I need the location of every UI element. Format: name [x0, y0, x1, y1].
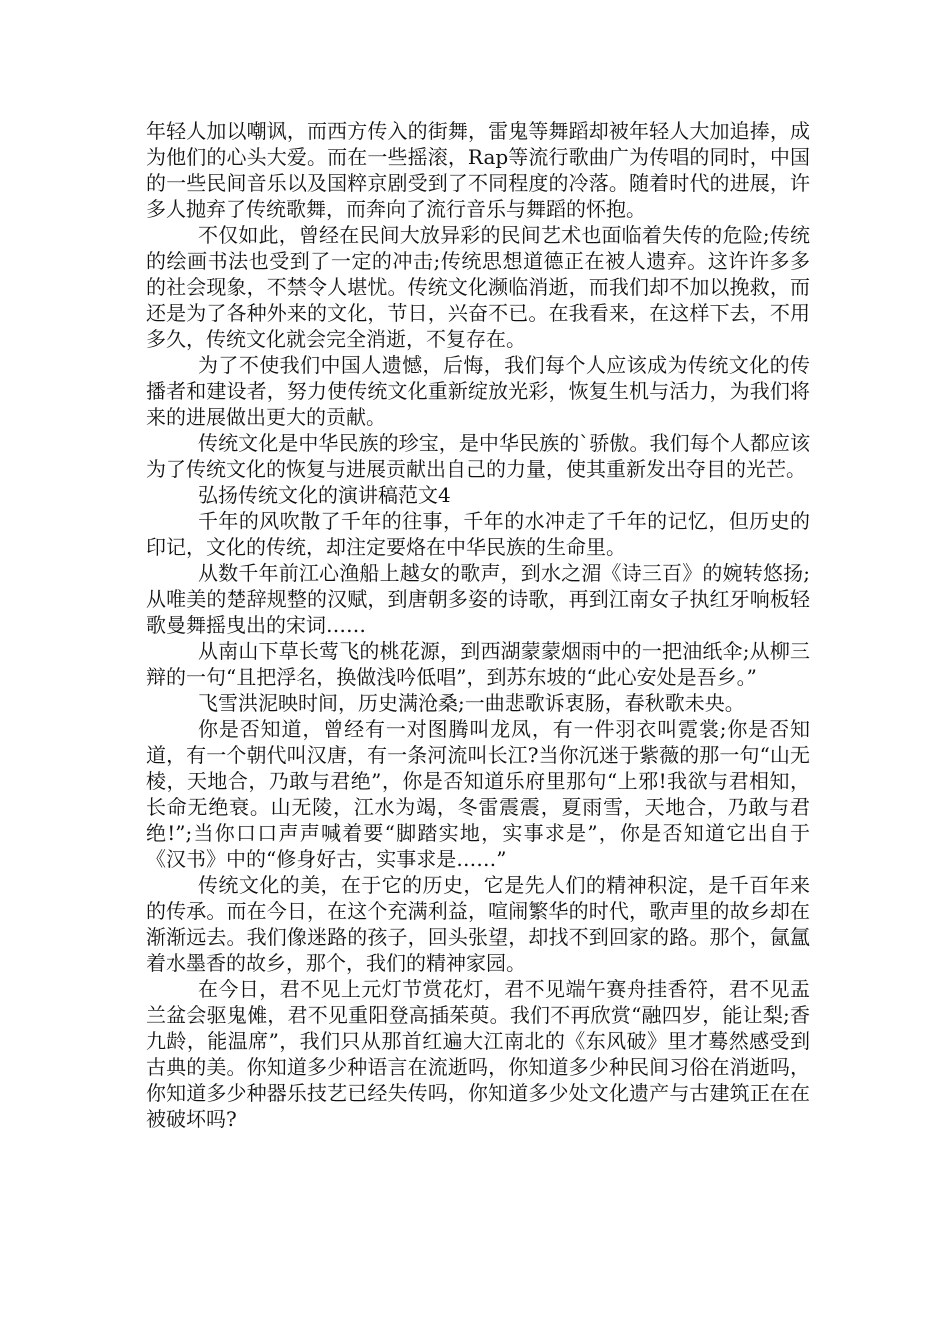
paragraph-folk-art: 不仅如此，曾经在民间大放异彩的民间艺术也面临着失传的危险;传统的绘画书法也受到了一定的冲击;传统思想道德正在被人遗弃。这许许多多的社会现象，不禁令人堪忧。传统文化濒临消逝，而我们却不加以挽救，而还是为了各种外来的文化，节日，兴奋不已。在我看来，在这样下去，不用多久，传统文化就会完全消逝，不复存在。: [146, 223, 810, 351]
paragraph-beauty: 传统文化的美，在于它的历史，它是先人们的精神积淀，是千百年来的传承。而在今日，在这个充满利益，喧闹繁华的时代，歌声里的故乡却在渐渐远去。我们像迷路的孩子，回头张望，却找不到回家的路。那个，氤氲着水墨香的故乡，那个，我们的精神家园。: [146, 873, 810, 975]
document-page: [146, 118, 810, 1132]
paragraph-regret: 为了不使我们中国人遗憾，后悔，我们每个人应该成为传统文化的传播者和建设者，努力使传统文化重新绽放光彩，恢复生机与活力，为我们将来的进展做出更大的贡献。: [146, 353, 810, 429]
paragraph-treasure: 传统文化是中华民族的珍宝，是中华民族的`骄傲。我们每个人都应该为了传统文化的恢复与进展贡献出自己的力量，使其重新发出夺目的光芒。: [146, 431, 810, 481]
section-heading: 弘扬传统文化的演讲稿范文4: [198, 483, 451, 507]
paragraph-continuation: 年轻人加以嘲讽，而西方传入的街舞，雷鬼等舞蹈却被年轻人大加追捧，成为他们的心头大爱。而在一些摇滚，Rap等流行歌曲广为传唱的同时，中国的一些民间音乐以及国粹京剧受到了不同程度的冷落。随着时代的进展，许多人抛弃了传统歌舞，而奔向了流行音乐与舞蹈的怀抱。: [146, 119, 810, 221]
paragraph-wind: 千年的风吹散了千年的往事，千年的水冲走了千年的记忆，但历史的印记，文化的传统，却注定要烙在中华民族的生命里。: [146, 509, 810, 559]
paragraph-songs: 从数千年前江心渔船上越女的歌声，到水之湄《诗三百》的婉转悠扬;从唯美的楚辞规整的汉赋，到唐朝多姿的诗歌，再到江南女子执红牙响板轻歌曼舞摇曳出的宋词……: [146, 561, 810, 637]
paragraph-snow: 飞雪洪泥映时间，历史满沧桑;一曲悲歌诉衷肠，春秋歌未央。: [198, 691, 745, 715]
paragraph-do-you-know: 你是否知道，曾经有一对图腾叫龙凤，有一件羽衣叫霓裳;你是否知道，有一个朝代叫汉唐，有一条河流叫长江?当你沉迷于紫薇的那一句“山无棱，天地合，乃敢与君绝”，你是否知道乐府里那句“上邪!我欲与君相知，长命无绝衰。山无陵，江水为竭，冬雷震震，夏雨雪，天地合，乃敢与君绝!”;当你口口声声喊着要“脚踏实地，实事求是”，你是否知道它出自于《汉书》中的“修身好古，实事求是……”: [146, 717, 810, 871]
paragraph-nanshan: 从南山下草长莺飞的桃花源，到西湖蒙蒙烟雨中的一把油纸伞;从柳三辩的一句“且把浮名，换做浅吟低唱”，到苏东坡的“此心安处是吾乡。”: [146, 639, 810, 689]
paragraph-today: 在今日，君不见上元灯节赏花灯，君不见端午赛舟挂香符，君不见盂兰盆会驱鬼傩，君不见重阳登高插茱萸。我们不再欣赏“融四岁，能让梨;香九龄，能温席”，我们只从那首红遍大江南北的《东风破》里才蓦然感受到古典的美。你知道多少种语言在流逝吗，你知道多少种民间习俗在消逝吗，你知道多少种器乐技艺已经失传吗，你知道多少处文化遗产与古建筑正在在被破坏吗?: [146, 977, 810, 1131]
